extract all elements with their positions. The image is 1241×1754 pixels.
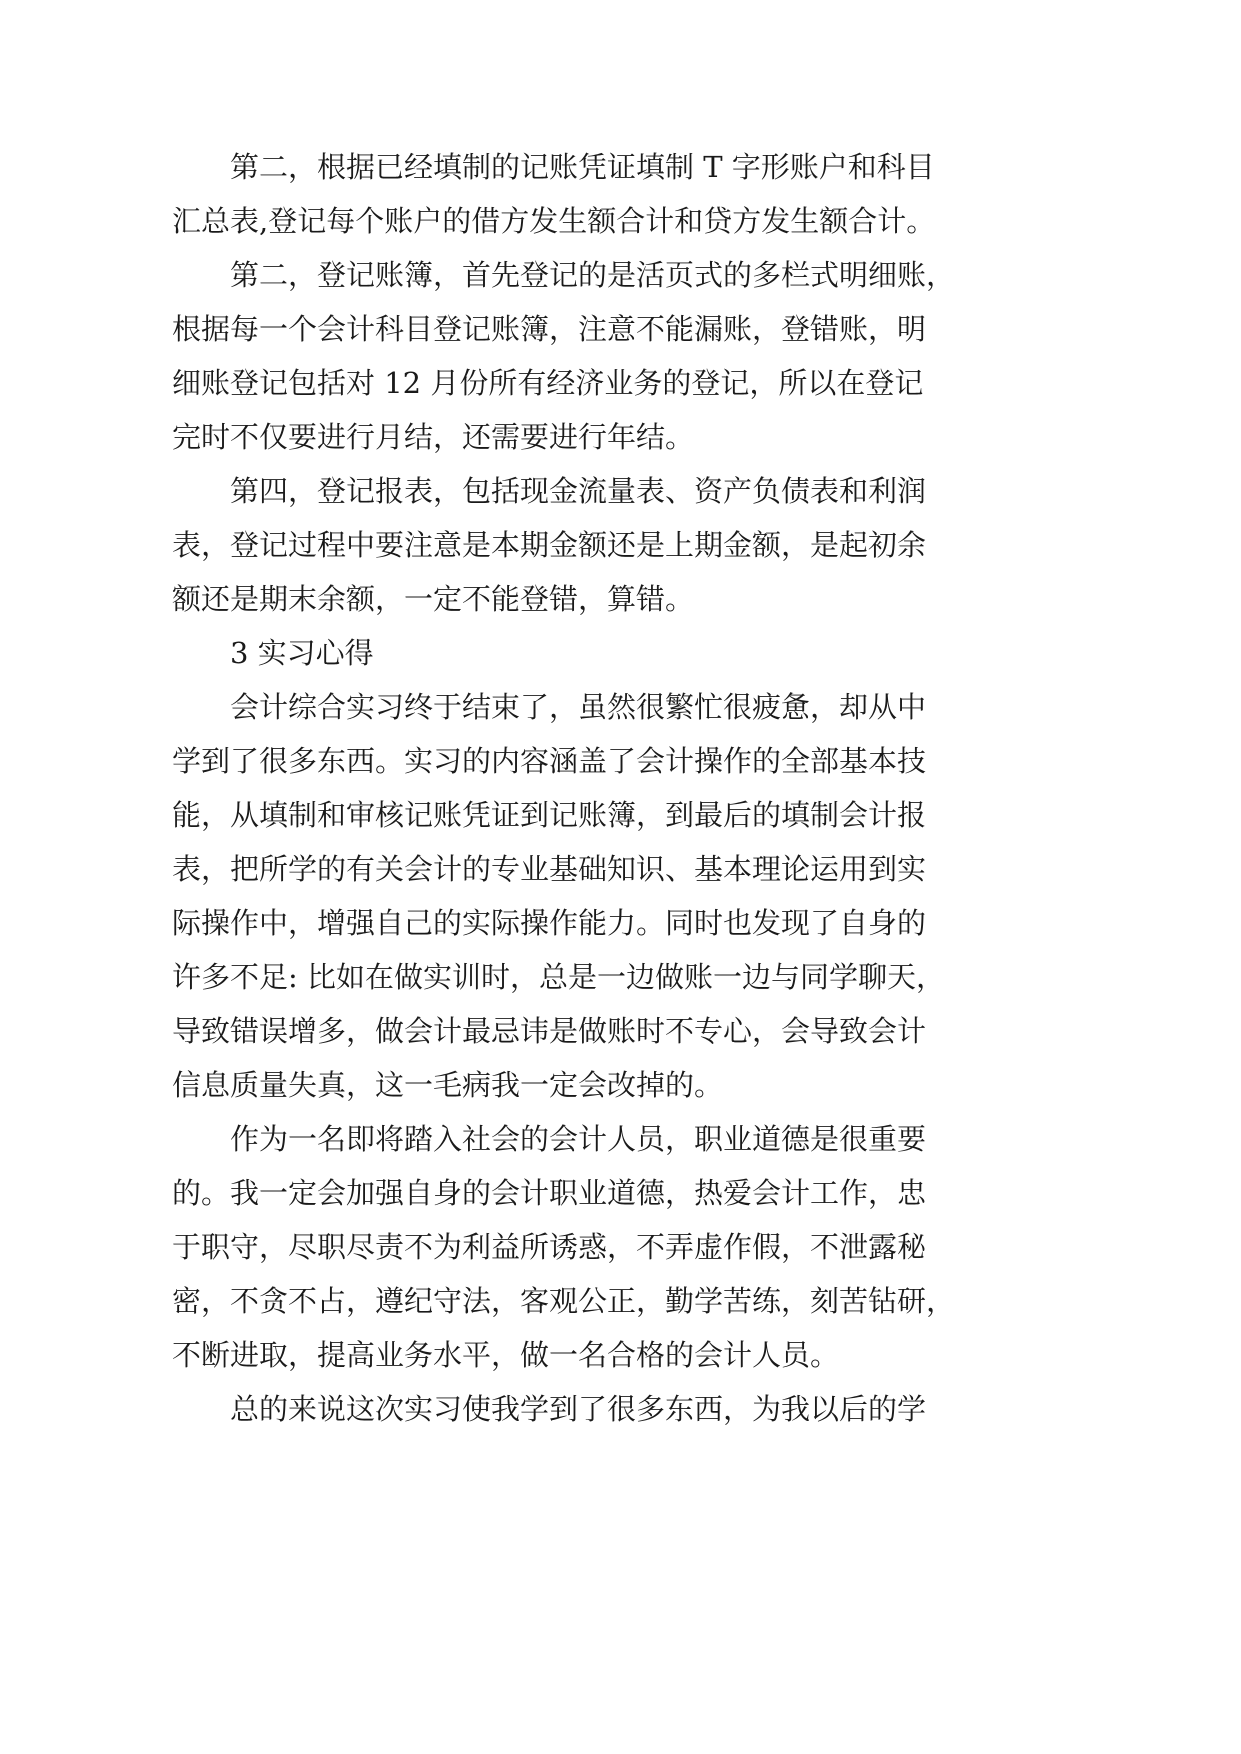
line-09: 额还是期末余额，一定不能登错，算错。 [172,582,695,616]
line-22: 密，不贪不占，遵纪守法，客观公正，勤学苦练，刻苦钻研， [172,1284,956,1318]
line-19: 作为一名即将踏入社会的会计人员，职业道德是很重要 [230,1122,927,1156]
line-21: 于职守，尽职尽责不为利益所诱惑，不弄虚作假，不泄露秘 [172,1230,927,1264]
line-13: 能，从填制和审核记账凭证到记账簿，到最后的填制会计报 [172,798,927,832]
line-16: 许多不足: 比如在做实训时，总是一边做账一边与同学聊天， [172,960,945,994]
line-11: 会计综合实习终于结束了，虽然很繁忙很疲惫，却从中 [230,690,927,724]
line-18: 信息质量失真，这一毛病我一定会改掉的。 [172,1068,724,1102]
line-15: 际操作中，增强自己的实际操作能力。同时也发现了自身的 [172,906,927,940]
line-07: 第四，登记报表，包括现金流量表、资产负债表和利润 [230,474,927,508]
line-14: 表，把所学的有关会计的专业基础知识、基本理论运用到实 [172,852,927,886]
line-02: 汇总表,登记每个账户的借方发生额合计和贷方发生额合计。 [172,204,936,238]
line-01: 第二，根据已经填制的记账凭证填制 T 字形账户和科目 [230,150,935,184]
line-05: 细账登记包括对 12 月份所有经济业务的登记，所以在登记 [172,366,924,400]
line-23: 不断进取，提高业务水平，做一名合格的会计人员。 [172,1338,840,1372]
line-12: 学到了很多东西。实习的内容涵盖了会计操作的全部基本技 [172,744,927,778]
line-08: 表，登记过程中要注意是本期金额还是上期金额，是起初余 [172,528,927,562]
line-04: 根据每一个会计科目登记账簿，注意不能漏账，登错账，明 [172,312,927,346]
section-heading: 3 实习心得 [230,636,374,670]
line-24: 总的来说这次实习使我学到了很多东西，为我以后的学 [230,1392,927,1426]
line-20: 的。我一定会加强自身的会计职业道德，热爱会计工作，忠 [172,1176,927,1210]
line-06: 完时不仅要进行月结，还需要进行年结。 [172,420,695,454]
line-17: 导致错误增多，做会计最忌讳是做账时不专心，会导致会计 [172,1014,927,1048]
line-03: 第二，登记账簿，首先登记的是活页式的多栏式明细账， [230,258,956,292]
